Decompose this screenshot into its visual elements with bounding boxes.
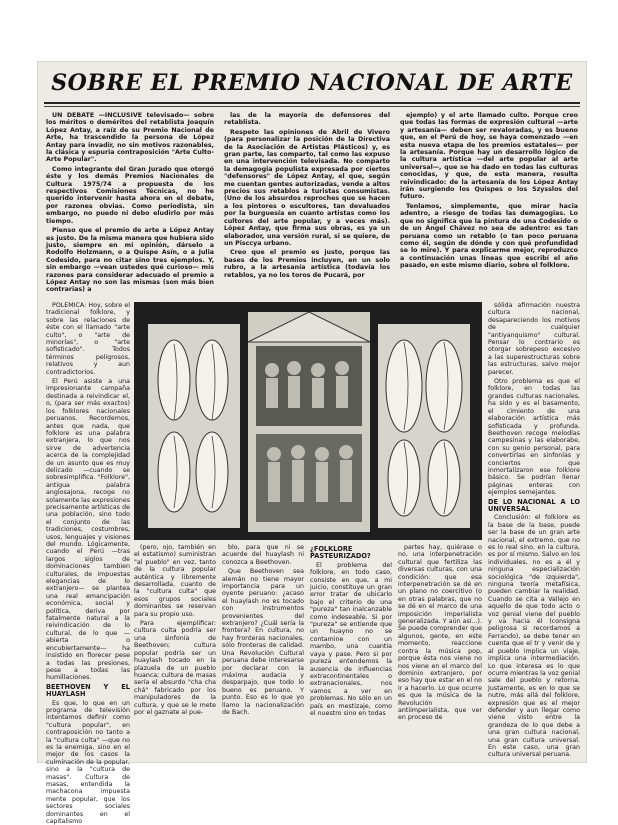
paragraph: blo, para que ni se acuerde del huaylash ni conozca a Beethoven.	[222, 544, 304, 566]
paragraph: sólida afirmación nuestra cultura nacional, desapareciendo los motivos de cualquier "antiyanquismo" cultural. Pensar lo contrario es otorgar sobrepeso excesivo a las superestructuras sobre las estructuras, salvo mejor parecer.	[488, 302, 580, 376]
bottom-column-3	[310, 544, 392, 760]
paragraph: Tenlamos, simplemente, que mirar hacia adentro, a riesgo de todas las demagogias. Lo que no significa que la pintura de una Codesido o de un Ángel Chávez no sea de adentro: es tan peruana como un retablo (o tan poco peruana como él, según de dónde y con qué profundidad se lo mire). Y para explicarme mejor, reproduzco a continuación unas líneas que escribí el año pasado, en este mismo diario, sobre el folklore.	[400, 202, 578, 270]
left-column	[46, 302, 130, 825]
paragraph: UN DEBATE —INCLUSIVE televisado— sobre los méritos o deméritos del retablista Joaquín López Antay, a raíz de su Premio Nacional de Arte, ha trascendido la persona de López Antay para invadir, no sin motivos razonables, la clásica y espuria contraposición "Arte Culto-Arte Popular".	[46, 112, 214, 164]
headline-rule-thin	[44, 106, 580, 107]
paragraph: Como integrante del Gran Jurado que otorgó éste y los demás Premios Nacionales de Cultura 1975/74 a propuesta de los respectivos Comisiones Técnicas, no he querido intervenir hasta ahora en el debate, por razones obvias. Como periodista, sin embargo, no puedo ni debo eludirlo por más tiempo.	[46, 165, 214, 225]
top-column-3	[400, 112, 578, 298]
paragraph: El Perú asiste a una impresionante campaña destinada a reivindicar el, o, (para ser más exactos) los folklores nacionales peruanos. Recordemos, antes que nada, que folklore es una palabra extranjera, lo que nos sirve de advertencia acerca de la complejidad de un asunto que es muy delicado —cuando se sobresimplifica. "Folklore", antigua palabra anglosajona, recoge no solamente las expresiones precisamente artísticas de una población, sino todo el conjunto de las tradiciones, costumbres, usos, lenguajes y visiones del mundo. Lógicamente, cuando el Perú —tras largos siglos de dominaciones tambien culturales, de impuestas elegancias de lo extranjero— se plantea una real emancipación económica, social y política, deriva por fatalmente natural a la reivindicación de lo cultural, de lo que —abierta o encubiertamente— ha insistido en florecer pese a todas las presiones, pese a todas las humillaciones.	[46, 378, 130, 682]
paragraph: las de la mayoría de defensores del retablista.	[224, 112, 390, 127]
paragraph: ejemplo) y el arte llamado culto. Porque creo que todas las formas de expresión cultural —arte y artesanía— deben ser revaloradas, y es bueno que, en el Perú de hoy, se haya comenzado —en esta nueva etapa de los premios estatales— por la artesanía. Porque hay un desarrollo lógico de la cultura artística —del arte popular al arte universal—, que se ha dado en todas las culturas conocidas, y que, de esta manera, resulta reivindicado: de la artesanía de los López Antay irán surgiendo los Quispes o los Szysslos del futuro.	[400, 112, 578, 201]
paragraph: Conclusión: el folklore es la base de la base, puede ser la base de un gran arte nacional, el extremo, que no es lo real sino, en la cultura, es por sí mismo. Salvo en los individuales, no es a él y ninguna especialización sociológica "de izquierda", ninguna teoría metafísica, pueden cambiar la realidad. Cuando se cita a Vallejo en aquello de que todo acto o voz genial viene del pueblo y va hacia él (consigna peligrosa si recordamos a Ferrando), se debe tener en cuenta que el tr y venir de y al pueblo implica un viaje, implica una intermediación. Lo que interesa es lo que ocurre mientras la voz genial sale del pueblo y retorna. Justamente, es en lo que se nutre, más allá del folklore, expresión que es el mejor defender y aun llegar como viene visto entre la grandeza de lo que debe a una gran cultura nacional, una gran cultura universal. En este caso, una gran cultura universal peruana.	[488, 514, 580, 759]
paragraph: Creo que el premio es justo, porque las bases de los Premios incluyen, en un solo rubro, a la artesanía artística (todavía los retablos, ya no los toros de Pucará, por	[224, 249, 390, 279]
headline-rule	[44, 102, 580, 104]
section-heading: BEETHOVEN Y EL HUAYLASH	[46, 682, 130, 699]
paragraph: Otro problema es que el folklore, en todas las grandes culturas nacionales, ha sido y es el basamento, el cimiento de una elaboración artística más sofisticada y profunda. Beethoven recoge melodías campesinas y las elaborabe, con su genio personal, para convertirlas en sinfonías y conciertos que inmortalizaron ese folklore básico. Se podrían llenar páginas enteras con ejemplos semejantes.	[488, 378, 580, 497]
paragraph: Para ejemplificar: cultura culta podría ser una sinfonía de Beethoven; cultura popular podría ser un huaylash tocado en la plazuela de un pueblo huanca; cultura de masas sería el absurdo "cha cha chá" fabricado por los manipuladores de la cultura, y que se le mete por el gaznate al pue-	[134, 620, 216, 716]
section-heading: ¿FOLKLORE PASTEURIZADO?	[310, 545, 371, 561]
newspaper-clipping	[38, 62, 586, 825]
paragraph: Respeto las opiniones de Abril de Vivero (para personalizar la posición de la Directiva de la Asociación de Artistas Plásticos) y, es gran parte, las comparto, tal como las expuso en una intervención televisada. No comparto la demagogia populista expresada por ciertos "defensores" de López Antay, el que, según me cuentan gentes autorizadas, vende a altos precios sus retablos a turistas consumistas. (Uno de los absurdos reproches que se hacen a los pintores o escultores, tan devaluados por la burguesía en cuanto artistas como los cultores del arte popular, y a veces más). López Antay, que firma sus obras, es ya un elaborador, una versión rural, si se quiere, de un Pisccya urbano.	[224, 128, 390, 247]
bottom-column-4	[398, 544, 482, 760]
section-heading: DE LO NACIONAL A LO UNIVERSAL	[488, 497, 580, 513]
right-column	[488, 302, 580, 760]
paragraph: Que Beethoven sea alemán no tiene mayor importancia para un oyente peruano: ¿acaso el huaylash no es tocado con instrumentos provenientes del extranjero? ¿Cuál sería la frontera? En cultura, no hay fronteras nacionales, sólo fronteras de calidad. Una Revolución Cultural peruana debe interesarse por declarar con la máxima audacia y desparpajo, que todo lo bueno es peruano. Y punto. Eso es lo que yo llamo la nacionalización de Bach.	[222, 568, 304, 716]
paragraph: Es que, lo que en un programa de televisión intentamos definir como "cultura popular", en contraposición no tanto a la "cultura culta" —que no es la enemiga, sino en el mejor de los casos la culminación de la popular, sino a la "cultura de masas". Cultura de masas, entendida la machacona impuesta mente popular, que los sectores sociales dominantes en el capitalismo	[46, 699, 130, 825]
paragraph: (pero, ojo, también en el estatismo) suministran "al pueblo" en vez, tanto de la cultura popular auténtica y libremente desarrollada, cuanto de la "cultura culta" que esos grupos sociales dominantes se reservan para su propio uso.	[134, 544, 216, 618]
retablo-photo	[134, 302, 482, 540]
paragraph: partes hay, quiérase o no, una interpenetración cultural que fertiliza las diversas culturas, con una condición: que esa interpenetración se dé en un plano no coercitivo (o en otras palabras, que no se dé en el marco de una imposición imperialista generalizada. Y aún así...). Se puede comprender que algunos, gente, en este momento, reaccione contra la música pop, porque ésta nos viene no nos viene en el marco del dominio extranjero, por eso hay que estar en el no ir a hacerlo. Lo que ocurre es que la música de la Revolución antiimperialista, que ver en proceso de	[398, 544, 482, 722]
bottom-column-2	[222, 544, 304, 760]
bottom-column-1	[134, 544, 216, 760]
paragraph: Pienso que el premio de arte a López Antay es justo. De la misma manera que hubiera sido justo, siempre en mi opinión, dárselo a Rodolfo Holzmann, o a Quispe Asín, o a Julia Codesido, para no citar sino tres ejemplos. Y, sin embargo —vean ustedes qué curioso— mis razones para considerar adecuado el premio a López Antay no son las mismas (son más bien contrarias) a	[46, 227, 214, 294]
top-column-2	[224, 112, 390, 298]
top-column-1	[46, 112, 214, 298]
paragraph: POLEMICA: Hoy, sobre el tradicional folklore, y sobre las relaciones de éste con el llamado "arte culto", o "arte de minorías", o "arte sofisticado". Todos términos peligrosos, relativos y aun contradictorios.	[46, 302, 130, 376]
paragraph: El problema del folklore, en todo caso, consiste en que, a mi juicio, constituye un gran error tratar de ubicarlo bajo el criterio de una "pureza" tan inalcanzable como indeseable. Si por "pureza" se entiende que un huayno no se contamine con un mambo, una cuantia vaya y pase. Pero si por pureza entendemos la ausencia de influencias extracontinentales o extranacionales, nos vamos a ver en problemas. No sólo en un país en mestizaje, como el nuestro sino en todas	[310, 561, 392, 717]
retablo-image	[134, 302, 482, 540]
headline: SOBRE EL PREMIO NACIONAL DE ARTE	[51, 70, 573, 96]
